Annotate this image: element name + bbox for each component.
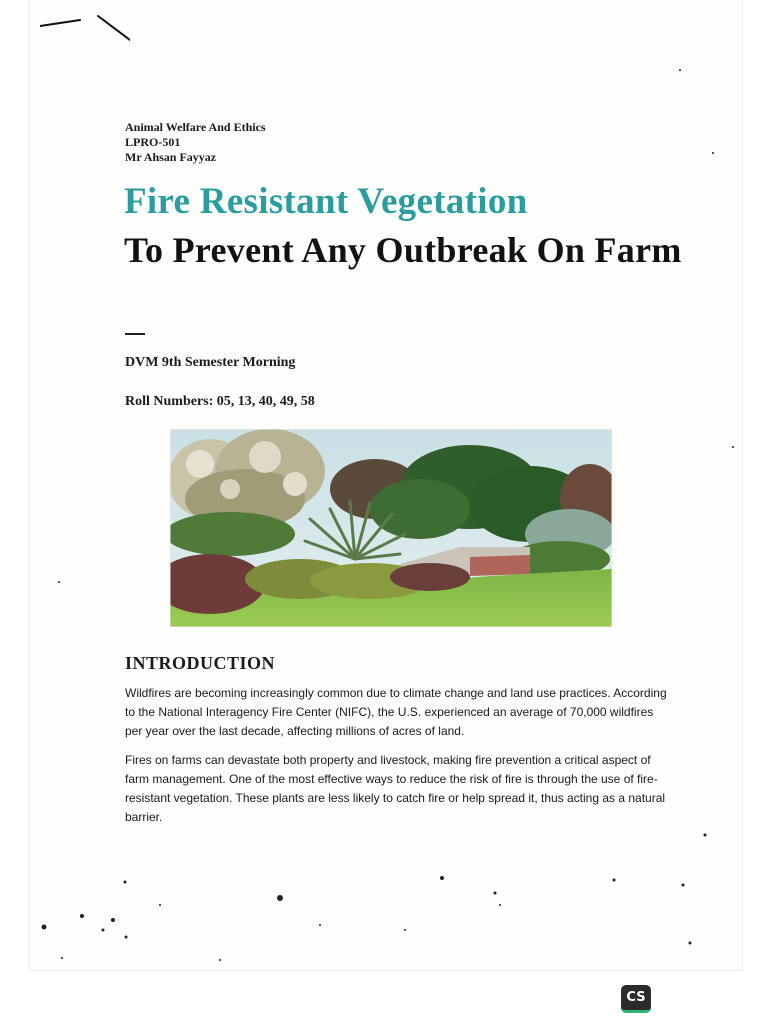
course-name: Animal Welfare And Ethics [125, 120, 266, 134]
intro-paragraph-1: Wildfires are becoming increasingly common due to climate change and land use practices. According to the National Interagency Fire Center (NIFC), the U.S. experienced an average of 70,000 wildfires per year over the last decade, affecting millions of acres of land. [125, 686, 667, 738]
document-page [30, 0, 742, 970]
garden-photo [170, 429, 612, 627]
intro-paragraph-2: Fires on farms can devastate both property and livestock, making fire prevention a critical aspect of farm management. One of the most effective ways to reduce the risk of fire is through the use of fire-resistant vegetation. These plants are less likely to catch fire or help spread it, thus acting as a natural barrier. [125, 753, 666, 824]
title-main: To Prevent Any Outbreak On Farm [124, 230, 682, 270]
course-header [125, 120, 266, 165]
roll-numbers: Roll Numbers: 05, 13, 40, 49, 58 [125, 394, 315, 409]
semester-label: DVM 9th Semester Morning [125, 355, 296, 370]
camscanner-badge: CS [621, 985, 651, 1013]
title-accent: Fire Resistant Vegetation [124, 181, 528, 222]
course-code: LPRO-501 [125, 135, 181, 149]
instructor-name: Mr Ahsan Fayyaz [125, 150, 217, 164]
title-divider [125, 333, 145, 335]
pen-mark-scribble [40, 10, 130, 44]
introduction-heading: INTRODUCTION [125, 653, 276, 673]
